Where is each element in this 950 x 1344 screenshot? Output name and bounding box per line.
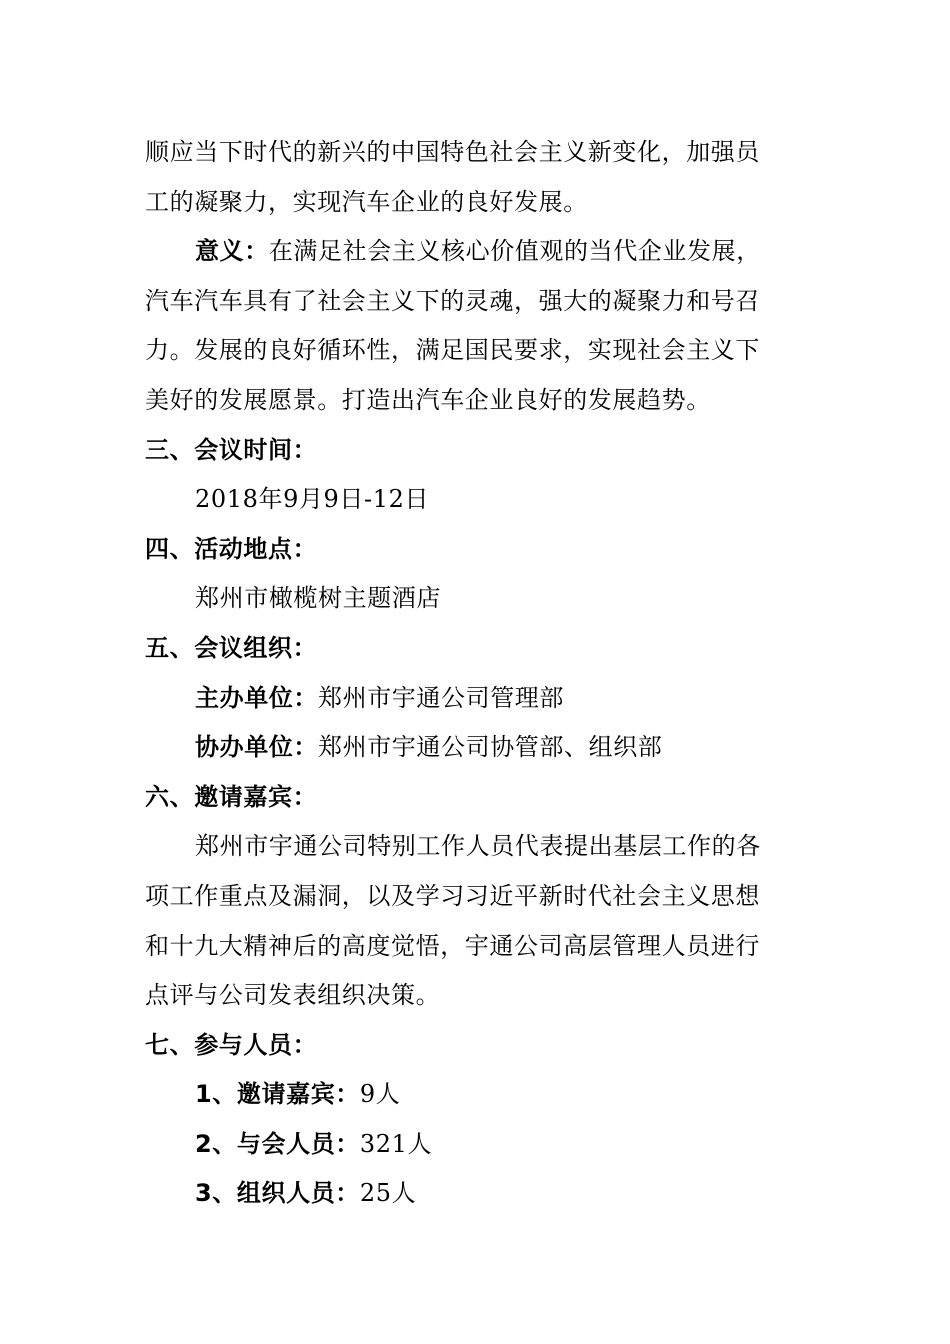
intro-line-2: 工的凝聚力，实现汽车企业的良好发展。 xyxy=(145,187,588,216)
participant-row xyxy=(145,1120,810,1170)
section-heading-organization: 五、会议组织： xyxy=(145,633,318,662)
participant-value: 321人 xyxy=(359,1129,433,1158)
section-heading-meeting-time: 三、会议时间： xyxy=(145,435,318,464)
guests-line-3: 和十九大精神后的高度觉悟，宇通公司高层管理人员进行 xyxy=(145,931,760,960)
participant-label: 1、邀请嘉宾： xyxy=(195,1080,360,1109)
document-page xyxy=(145,128,810,1219)
intro-line-1: 顺应当下时代的新兴的中国特色社会主义新变化，加强员 xyxy=(145,138,760,166)
section-heading-participants: 七、参与人员： xyxy=(145,1030,318,1059)
participant-value: 9人 xyxy=(359,1080,401,1109)
participant-label: 3、组织人员： xyxy=(195,1179,360,1208)
significance-label: 意义： xyxy=(195,237,269,266)
section-heading-venue: 四、活动地点： xyxy=(145,534,318,563)
participant-label: 2、与会人员： xyxy=(195,1129,360,1158)
guests-line-1: 郑州市宇通公司特别工作人员代表提出基层工作的各 xyxy=(195,832,761,861)
guests-line-2: 项工作重点及漏洞，以及学习习近平新时代社会主义思想 xyxy=(145,881,760,910)
significance-paragraph-first-line xyxy=(145,227,810,277)
host-label: 主办单位： xyxy=(195,683,318,712)
cohost-value: 郑州市宇通公司协管部、组织部 xyxy=(318,733,663,762)
host-value: 郑州市宇通公司管理部 xyxy=(318,683,564,712)
host-row xyxy=(145,674,810,724)
participant-row xyxy=(145,1169,810,1219)
significance-line-3: 力。发展的良好循环性，满足国民要求，实现社会主义下 xyxy=(145,336,760,365)
section-heading-guests: 六、邀请嘉宾： xyxy=(145,782,318,811)
participant-value: 25人 xyxy=(359,1179,417,1208)
cohost-label: 协办单位： xyxy=(195,733,318,762)
venue-value: 郑州市橄榄树主题酒店 xyxy=(195,584,441,613)
significance-line-4: 美好的发展愿景。打造出汽车企业良好的发展趋势。 xyxy=(145,385,711,414)
participant-row xyxy=(145,1070,810,1120)
guests-line-4: 点评与公司发表组织决策。 xyxy=(145,981,441,1010)
significance-line-2: 汽车汽车具有了社会主义下的灵魂，强大的凝聚力和号召 xyxy=(145,286,760,315)
significance-text: 在满足社会主义核心价值观的当代企业发展， xyxy=(268,237,761,266)
meeting-time-value: 2018年9月9日-12日 xyxy=(195,485,430,514)
cohost-row xyxy=(145,723,810,773)
